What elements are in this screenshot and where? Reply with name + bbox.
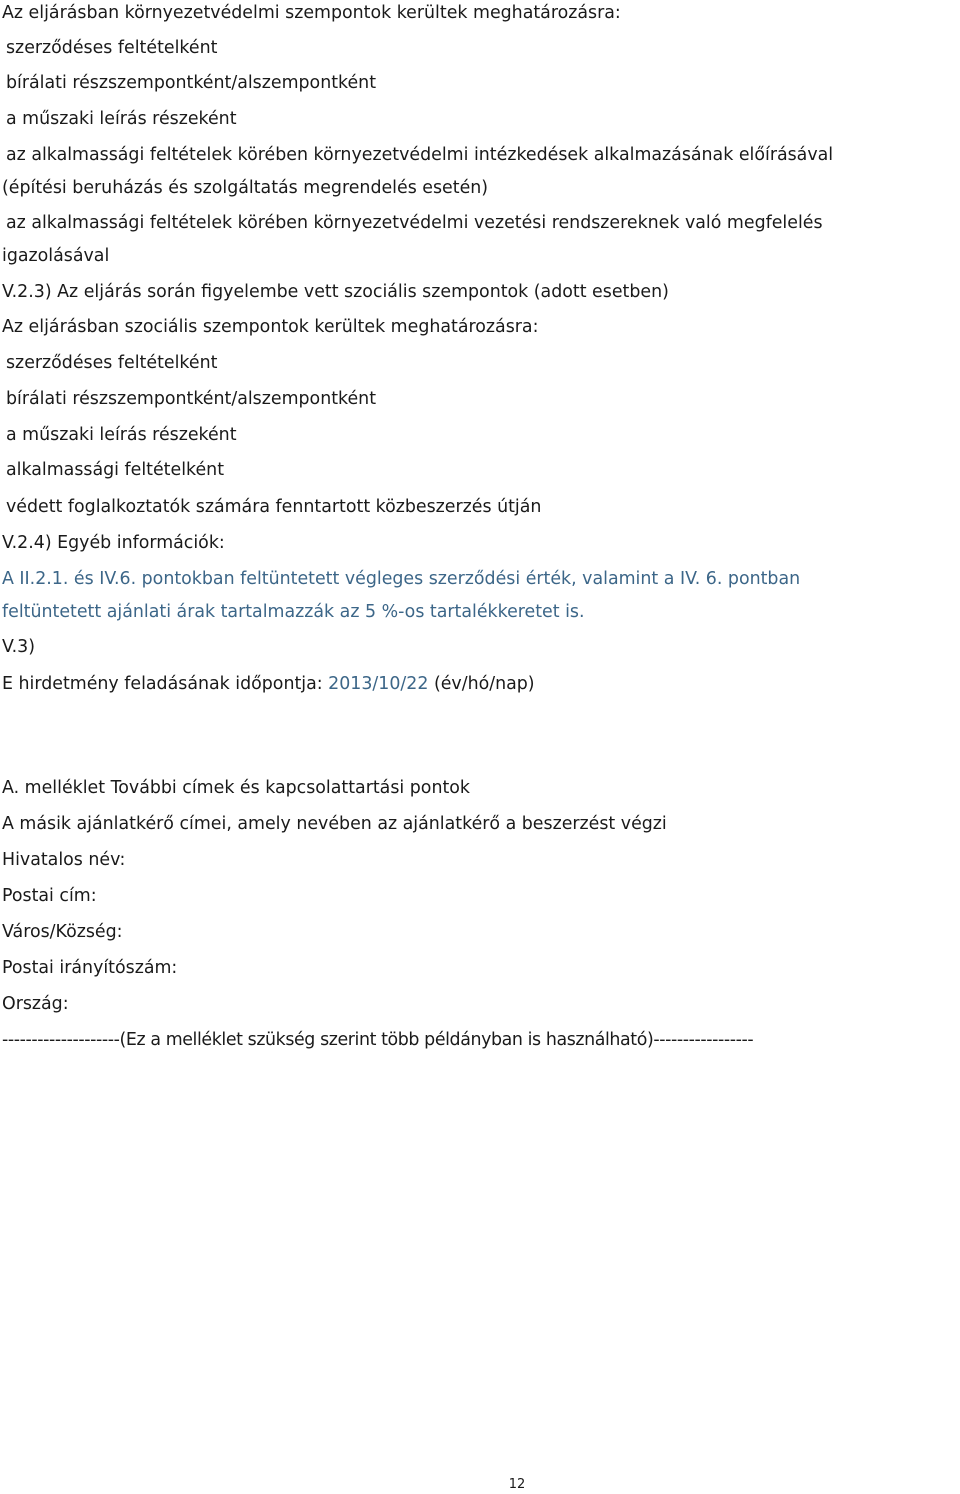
other-info-text-line1: A II.2.1. és IV.6. pontokban feltüntetett végleges szerződési érték, valamint a IV. 6. pontban (2, 569, 801, 589)
env-item-contract: szerződéses feltételként (6, 38, 218, 58)
annex-field-country: Ország: (2, 994, 69, 1014)
dispatch-format: (év/hó/nap) (433, 674, 535, 694)
env-heading: Az eljárásban környezetvédelmi szempontok kerültek meghatározásra: (2, 3, 621, 23)
annex-title: A. melléklet További címek és kapcsolattartási pontok (2, 778, 470, 798)
env-item-suitability-systems: az alkalmassági feltételek körében környezetvédelmi vezetési rendszereknek való megfelelés (6, 213, 823, 233)
env-item-suitability-systems-cont: igazolásával (2, 246, 110, 266)
annex-subtitle: A másik ajánlatkérő címei, amely nevében az ajánlatkérő a beszerzést végzi (2, 814, 667, 834)
annex-field-city: Város/Község: (2, 922, 123, 942)
dispatch-line (2, 673, 535, 695)
page-number: 12 (508, 1477, 526, 1492)
annex-field-postal-address: Postai cím: (2, 886, 97, 906)
social-heading: Az eljárásban szociális szempontok kerültek meghatározásra: (2, 317, 539, 337)
annex-separator: --------------------(Ez a melléklet szükség szerint több példányban is használható)----------------- (2, 1030, 754, 1050)
dispatch-section: V.3) (2, 637, 36, 657)
social-item-suitability: alkalmassági feltételként (6, 460, 225, 480)
annex-field-official-name: Hivatalos név: (2, 850, 126, 870)
env-item-technical: a műszaki leírás részeként (6, 109, 237, 129)
social-section-title: V.2.3) Az eljárás során figyelembe vett szociális szempontok (adott esetben) (2, 282, 669, 302)
other-info-title: V.2.4) Egyéb információk: (2, 533, 225, 553)
env-item-evaluation: bírálati részszempontként/alszempontként (6, 73, 377, 93)
dispatch-date: 2013/10/22 (328, 674, 429, 694)
dispatch-label: E hirdetmény feladásának időpontja: (2, 674, 323, 694)
annex-field-postal-code: Postai irányítószám: (2, 958, 178, 978)
social-item-sheltered: védett foglalkoztatók számára fenntartott közbeszerzés útján (6, 497, 542, 517)
env-item-suitability-measures: az alkalmassági feltételek körében környezetvédelmi intézkedések alkalmazásának előírásával (6, 145, 834, 165)
social-item-evaluation: bírálati részszempontként/alszempontként (6, 389, 377, 409)
env-item-suitability-note: (építési beruházás és szolgáltatás megrendelés esetén) (2, 178, 489, 198)
other-info-text-line2: feltüntetett ajánlati árak tartalmazzák az 5 %-os tartalékkeretet is. (2, 602, 585, 622)
social-item-technical: a műszaki leírás részeként (6, 425, 237, 445)
social-item-contract: szerződéses feltételként (6, 353, 218, 373)
